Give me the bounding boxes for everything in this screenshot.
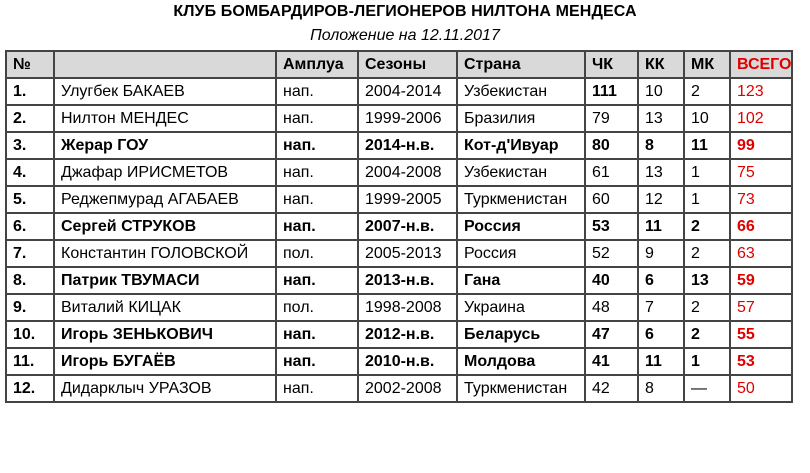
goals-mk: 1 [684,159,730,186]
goals-kk: 11 [638,213,684,240]
goals-kk: 6 [638,267,684,294]
goals-total: 53 [730,348,792,375]
goals-chk: 42 [585,375,638,402]
goals-mk: 13 [684,267,730,294]
page-title: КЛУБ БОМБАРДИРОВ-ЛЕГИОНЕРОВ НИЛТОНА МЕНДЕСА [173,3,637,20]
player-name: Жерар ГОУ [54,132,276,159]
player-name: Игорь ЗЕНЬКОВИЧ [54,321,276,348]
goals-mk: 10 [684,105,730,132]
player-country: Беларусь [457,321,585,348]
goals-total: 73 [730,186,792,213]
goals-kk: 13 [638,105,684,132]
table-row [6,348,792,375]
header-total: ВСЕГО [730,51,792,78]
row-num: 3. [6,132,54,159]
table-row [6,105,792,132]
goals-kk: 9 [638,240,684,267]
player-country: Украина [457,294,585,321]
goals-total: 55 [730,321,792,348]
goals-kk: 7 [638,294,684,321]
table-row [6,159,792,186]
goals-total: 57 [730,294,792,321]
player-name: Константин ГОЛОВСКОЙ [54,240,276,267]
goals-chk: 60 [585,186,638,213]
goals-total: 66 [730,213,792,240]
row-num: 1. [6,78,54,105]
player-seasons: 2007-н.в. [358,213,457,240]
row-num: 4. [6,159,54,186]
goals-kk: 12 [638,186,684,213]
player-role: нап. [276,375,358,402]
page-subtitle: Положение на 12.11.2017 [310,27,500,44]
player-seasons: 1999-2005 [358,186,457,213]
goals-chk: 48 [585,294,638,321]
player-seasons: 2010-н.в. [358,348,457,375]
player-country: Россия [457,240,585,267]
player-name: Нилтон МЕНДЕС [54,105,276,132]
player-country: Гана [457,267,585,294]
header-num: № [6,51,54,78]
goals-kk: 11 [638,348,684,375]
player-name: Джафар ИРИСМЕТОВ [54,159,276,186]
table-row [6,267,792,294]
table-row [6,321,792,348]
goals-chk: 61 [585,159,638,186]
row-num: 10. [6,321,54,348]
player-country: Кот-д'Ивуар [457,132,585,159]
player-role: пол. [276,294,358,321]
player-role: нап. [276,78,358,105]
player-seasons: 2013-н.в. [358,267,457,294]
goals-mk: 2 [684,213,730,240]
row-num: 12. [6,375,54,402]
player-country: Туркменистан [457,375,585,402]
row-num: 6. [6,213,54,240]
row-num: 5. [6,186,54,213]
goals-chk: 47 [585,321,638,348]
header-country: Страна [457,51,585,78]
player-seasons: 2012-н.в. [358,321,457,348]
goals-mk: 1 [684,348,730,375]
row-num: 8. [6,267,54,294]
player-name: Игорь БУГАЁВ [54,348,276,375]
player-role: нап. [276,105,358,132]
header-kk: КК [638,51,684,78]
player-role: нап. [276,186,358,213]
table-row [6,78,792,105]
player-name: Дидарклыч УРАЗОВ [54,375,276,402]
player-country: Бразилия [457,105,585,132]
row-num: 9. [6,294,54,321]
player-name: Виталий КИЦАК [54,294,276,321]
goals-chk: 40 [585,267,638,294]
row-num: 2. [6,105,54,132]
table-row [6,294,792,321]
header-mk: МК [684,51,730,78]
goals-kk: 10 [638,78,684,105]
goals-mk: 2 [684,78,730,105]
player-role: нап. [276,159,358,186]
goals-total: 50 [730,375,792,402]
table-row [6,213,792,240]
player-role: нап. [276,267,358,294]
goals-chk: 79 [585,105,638,132]
goals-chk: 111 [585,78,638,105]
goals-total: 102 [730,105,792,132]
header-chk: ЧК [585,51,638,78]
table-row [6,240,792,267]
table-header-row [6,51,792,78]
goals-mk: 2 [684,321,730,348]
player-country: Россия [457,213,585,240]
goals-chk: 41 [585,348,638,375]
goals-chk: 52 [585,240,638,267]
header-seasons: Сезоны [358,51,457,78]
goals-kk: 6 [638,321,684,348]
player-seasons: 1998-2008 [358,294,457,321]
row-num: 11. [6,348,54,375]
player-role: пол. [276,240,358,267]
goals-chk: 80 [585,132,638,159]
player-seasons: 2014-н.в. [358,132,457,159]
goals-mk: — [684,375,730,402]
player-role: нап. [276,348,358,375]
player-country: Туркменистан [457,186,585,213]
player-country: Узбекистан [457,78,585,105]
player-role: нап. [276,213,358,240]
player-country: Молдова [457,348,585,375]
table-row [6,132,792,159]
table-row [6,186,792,213]
goals-kk: 13 [638,159,684,186]
table-body [6,78,792,402]
goals-total: 123 [730,78,792,105]
player-role: нап. [276,132,358,159]
player-name: Патрик ТВУМАСИ [54,267,276,294]
player-name: Сергей СТРУКОВ [54,213,276,240]
player-name: Реджепмурад АГАБАЕВ [54,186,276,213]
goals-mk: 1 [684,186,730,213]
goals-total: 75 [730,159,792,186]
player-country: Узбекистан [457,159,585,186]
goals-mk: 2 [684,240,730,267]
header-name [54,51,276,78]
goals-mk: 2 [684,294,730,321]
player-seasons: 2005-2013 [358,240,457,267]
player-seasons: 2004-2014 [358,78,457,105]
player-role: нап. [276,321,358,348]
player-seasons: 2004-2008 [358,159,457,186]
table-row [6,375,792,402]
goals-kk: 8 [638,132,684,159]
player-seasons: 2002-2008 [358,375,457,402]
goals-kk: 8 [638,375,684,402]
scorers-table [5,50,793,403]
goals-total: 63 [730,240,792,267]
goals-total: 59 [730,267,792,294]
goals-total: 99 [730,132,792,159]
player-seasons: 1999-2006 [358,105,457,132]
row-num: 7. [6,240,54,267]
goals-chk: 53 [585,213,638,240]
player-name: Улугбек БАКАЕВ [54,78,276,105]
header-role: Амплуа [276,51,358,78]
goals-mk: 11 [684,132,730,159]
